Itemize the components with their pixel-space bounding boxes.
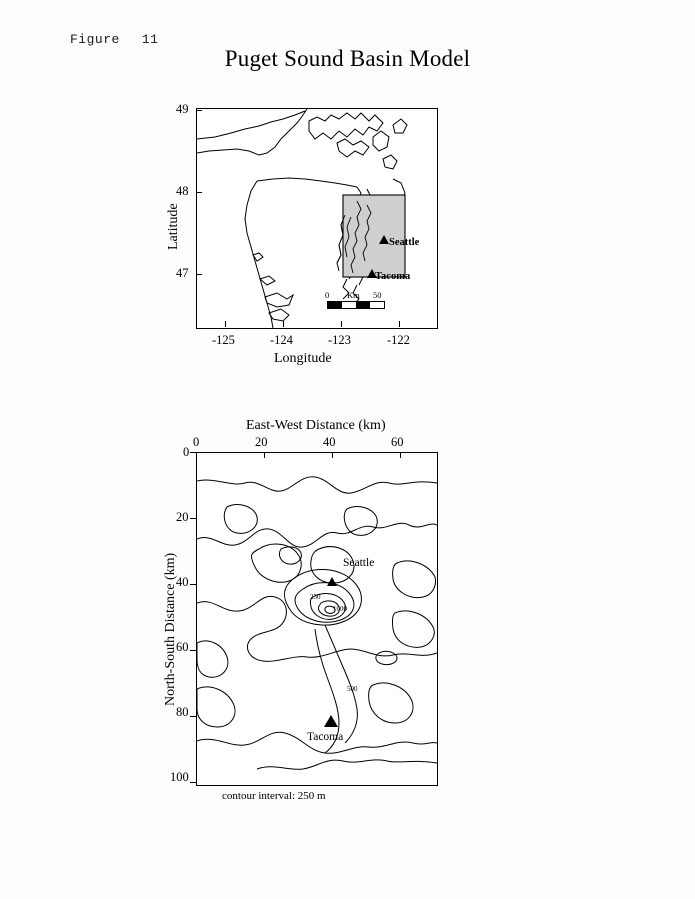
bottom-map-xtick-1: 20 <box>255 435 268 449</box>
seattle-label-bottom-map: Seattle <box>343 557 375 569</box>
top-map-ytick-2: 47 <box>176 266 189 280</box>
contour-label-500: 500 <box>347 685 358 693</box>
bottom-map-ytick-2: 40 <box>176 575 189 589</box>
top-map-x-axis-title: Longitude <box>274 351 332 366</box>
top-map-coastline <box>197 109 437 328</box>
bottom-map-x-axis-title: East-West Distance (km) <box>246 418 386 433</box>
bottom-map-ytick-mark-2 <box>190 584 196 585</box>
contour-label-250: 250 <box>310 593 321 601</box>
contour-interval-note: contour interval: 250 m <box>222 790 326 802</box>
bottom-map-xtick-mark-2 <box>332 452 333 458</box>
tacoma-label-top-map: Tacoma <box>375 271 411 282</box>
tacoma-label-bottom-map: Tacoma <box>307 731 344 743</box>
top-map-ytick-1: 48 <box>176 184 189 198</box>
bottom-map-ytick-1: 20 <box>176 510 189 524</box>
scale-bar-right-label: 50 <box>373 290 382 300</box>
bottom-map-ytick-mark-4 <box>190 716 196 717</box>
figure-number: 11 <box>141 32 159 47</box>
top-map-xtick-0: -125 <box>212 333 235 347</box>
top-map-xtick-mark-2 <box>341 321 342 327</box>
top-map-xtick-1: -124 <box>270 333 293 347</box>
bottom-map-ytick-mark-5 <box>190 782 196 783</box>
bottom-map-xtick-mark-1 <box>264 452 265 458</box>
bottom-map-ytick-5: 100 <box>170 770 189 784</box>
bottom-map-ytick-0: 0 <box>183 445 190 459</box>
top-map-xtick-3: -122 <box>387 333 410 347</box>
model-domain-inset-box <box>343 195 405 277</box>
tacoma-marker-bottom-map <box>324 715 338 727</box>
top-map-xtick-mark-0 <box>225 321 226 327</box>
bottom-map-xtick-3: 60 <box>391 435 404 449</box>
top-map-xtick-2: -123 <box>328 333 351 347</box>
seattle-marker-bottom-map <box>327 577 337 586</box>
figure-caption-label <box>70 32 158 47</box>
scale-bar-left-label: 0 <box>325 290 330 300</box>
bottom-map-ytick-mark-0 <box>190 452 196 453</box>
scale-bar-unit-label: Km <box>347 290 360 300</box>
top-map-axes <box>196 108 438 329</box>
contour-label-1000: 1000 <box>333 605 347 613</box>
bottom-map-ytick-4: 80 <box>176 705 189 719</box>
bottom-map-xtick-0: 0 <box>193 435 200 449</box>
bottom-map-y-axis-title: North-South Distance (km) <box>163 552 178 706</box>
figure-word: Figure <box>70 32 120 47</box>
top-map-ytick-mark-2 <box>196 274 202 275</box>
seattle-label-top-map: Seattle <box>389 237 420 248</box>
seattle-marker-top-map <box>379 235 389 244</box>
bottom-map-xtick-mark-3 <box>400 452 401 458</box>
bottom-map-xtick-2: 40 <box>323 435 336 449</box>
scale-bar-graphic <box>327 301 385 309</box>
bottom-map-xtick-mark-0 <box>196 452 197 458</box>
top-map-ytick-0: 49 <box>176 102 189 116</box>
top-map-xtick-mark-1 <box>283 321 284 327</box>
page-title: Puget Sound Basin Model <box>224 46 471 71</box>
top-map-xtick-mark-3 <box>399 321 400 327</box>
bottom-map-ytick-mark-3 <box>190 650 196 651</box>
top-map-ytick-mark-0 <box>196 110 202 111</box>
top-map-y-axis-title: Latitude <box>166 203 181 250</box>
top-map-ytick-mark-1 <box>196 192 202 193</box>
bottom-map-ytick-mark-1 <box>190 518 196 519</box>
bottom-map-axes <box>196 452 438 786</box>
bottom-map-ytick-3: 60 <box>176 640 189 654</box>
